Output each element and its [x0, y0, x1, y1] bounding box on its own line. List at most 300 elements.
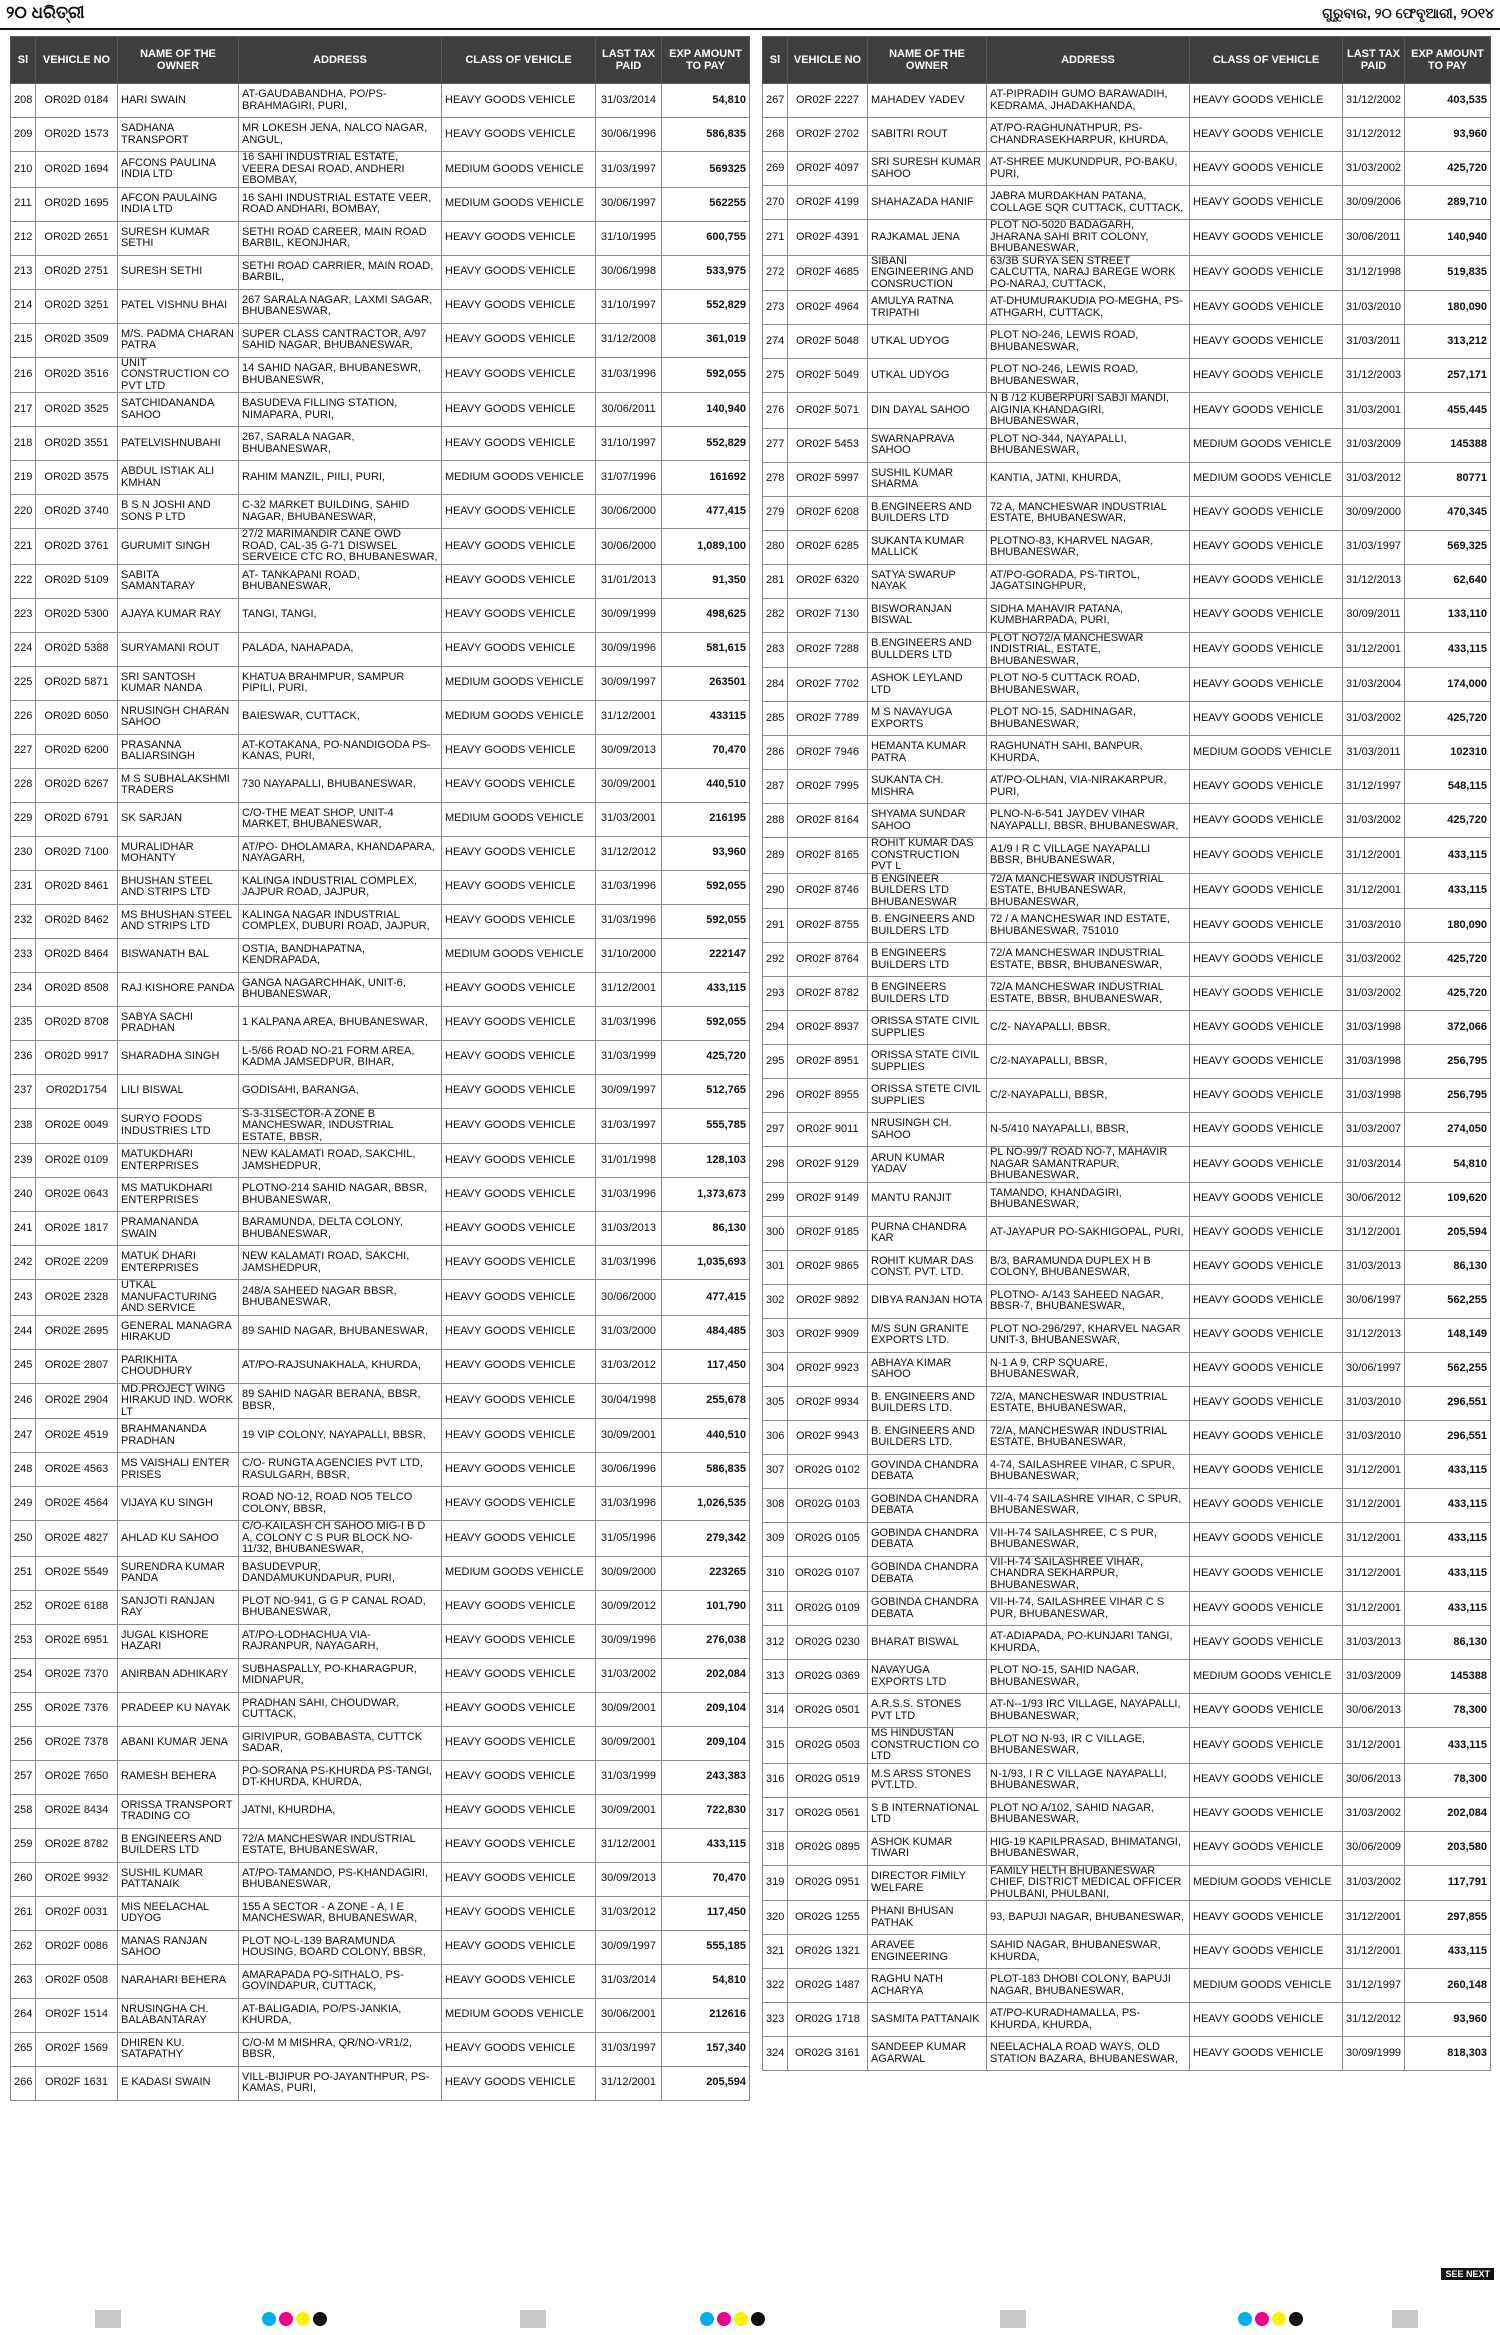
last-tax-paid-cell: 30/09/2013 [596, 1862, 662, 1896]
address-cell: A1/9 I R C VILLAGE NAYAPALLI BBSR, BHUBANESWAR, [987, 838, 1190, 874]
sl-cell: 301 [763, 1250, 788, 1284]
vehicle-no-cell: OR02F 1514 [36, 1998, 118, 2032]
yellow-dot [296, 2312, 310, 2326]
sl-cell: 302 [763, 1284, 788, 1318]
table-row [11, 1760, 750, 1794]
amount-cell: 425,720 [662, 1040, 750, 1074]
sl-cell: 271 [763, 220, 788, 256]
sl-cell: 309 [763, 1522, 788, 1556]
sl-cell: 267 [763, 84, 788, 118]
amount-cell: 205,594 [1405, 1216, 1491, 1250]
last-tax-paid-cell: 31/03/1996 [596, 870, 662, 904]
last-tax-paid-cell: 31/03/2013 [1343, 1626, 1405, 1660]
owner-name-cell: PHANI BHUSAN PATHAK [868, 1901, 987, 1935]
amount-cell: 257,171 [1405, 359, 1491, 393]
last-tax-paid-cell: 31/03/2002 [1343, 152, 1405, 186]
table-row [11, 1074, 750, 1108]
owner-name-cell: ABDUL ISTIAK ALI KMHAN [118, 461, 239, 495]
table-row [763, 1318, 1491, 1352]
table-row [763, 1901, 1491, 1935]
owner-name-cell: B ENGINEERS BUILDERS LTD [868, 943, 987, 977]
amount-cell: 433,115 [1405, 1556, 1491, 1592]
address-cell: GANGA NAGARCHHAK, UNIT-6, BHUBANESWAR, [239, 972, 442, 1006]
last-tax-paid-cell: 31/03/2012 [596, 1896, 662, 1930]
address-cell: TAMANDO, KHANDAGIRI, BHUBANESWAR, [987, 1182, 1190, 1216]
owner-name-cell: M.S ARSS STONES PVT.LTD. [868, 1763, 987, 1797]
address-cell: KALINGA NAGAR INDUSTRIAL COMPLEX, DUBURI ROAD, JAJPUR, [239, 904, 442, 938]
address-cell: 16 SAHI INDUSTRIAL ESTATE VEER, ROAD ANDHARI, BOMBAY, [239, 187, 442, 221]
table-row [11, 1964, 750, 1998]
sl-cell: 308 [763, 1488, 788, 1522]
table-header [11, 37, 750, 84]
address-cell: 4-74, SAILASHREE VIHAR, C SPUR, BHUBANESWAR, [987, 1454, 1190, 1488]
table-row [763, 1147, 1491, 1183]
vehicle-class-cell: HEAVY GOODS VEHICLE [442, 2066, 596, 2100]
vehicle-class-cell: HEAVY GOODS VEHICLE [442, 1315, 596, 1349]
vehicle-no-cell: OR02G 0369 [788, 1660, 868, 1694]
last-tax-paid-cell: 31/12/2001 [1343, 1488, 1405, 1522]
vehicle-class-cell: HEAVY GOODS VEHICLE [442, 1862, 596, 1896]
table-row [763, 1284, 1491, 1318]
vehicle-no-cell: OR02F 8937 [788, 1011, 868, 1045]
sl-cell: 269 [763, 152, 788, 186]
table-row [11, 870, 750, 904]
table-row [763, 1216, 1491, 1250]
owner-name-cell: B.ENGINEERS AND BULLDERS LTD [868, 632, 987, 668]
table-row [763, 530, 1491, 564]
vehicle-class-cell: HEAVY GOODS VEHICLE [1190, 186, 1343, 220]
sl-cell: 320 [763, 1901, 788, 1935]
last-tax-paid-cell: 31/12/2001 [1343, 873, 1405, 909]
address-cell: C-32 MARKET BUILDING, SAHID NAGAR, BHUBANESWAR, [239, 495, 442, 529]
last-tax-paid-cell: 31/10/1997 [596, 289, 662, 323]
sl-cell: 215 [11, 323, 36, 357]
vehicle-class-cell: HEAVY GOODS VEHICLE [1190, 1386, 1343, 1420]
address-cell: C/2-NAYAPALLI, BBSR, [987, 1045, 1190, 1079]
table-row [763, 1182, 1491, 1216]
vehicle-no-cell: OR02E 2807 [36, 1349, 118, 1383]
sl-cell: 260 [11, 1862, 36, 1896]
last-tax-paid-cell: 31/03/2004 [1343, 668, 1405, 702]
last-tax-paid-cell: 31/03/2009 [1343, 428, 1405, 462]
owner-name-cell: DIN DAYAL SAHOO [868, 393, 987, 429]
last-tax-paid-cell: 31/03/2014 [1343, 1147, 1405, 1183]
vehicle-class-cell: HEAVY GOODS VEHICLE [1190, 1045, 1343, 1079]
address-cell: PLOT NO-344, NAYAPALLI, BHUBANESWAR, [987, 428, 1190, 462]
sl-cell: 305 [763, 1386, 788, 1420]
vehicle-no-cell: OR02E 1817 [36, 1212, 118, 1246]
last-tax-paid-cell: 31/01/1998 [596, 1144, 662, 1178]
amount-cell: 425,720 [1405, 943, 1491, 977]
vehicle-no-cell: OR02F 2227 [788, 84, 868, 118]
vehicle-class-cell: HEAVY GOODS VEHICLE [1190, 1011, 1343, 1045]
owner-name-cell: SASMITA PATTANAIK [868, 2003, 987, 2037]
sl-cell: 283 [763, 632, 788, 668]
sl-cell: 299 [763, 1182, 788, 1216]
vehicle-no-cell: OR02F 9934 [788, 1386, 868, 1420]
vehicle-class-cell: HEAVY GOODS VEHICLE [1190, 496, 1343, 530]
amount-cell: 477,415 [662, 1280, 750, 1316]
vehicle-class-cell: HEAVY GOODS VEHICLE [442, 427, 596, 461]
table-row [763, 1865, 1491, 1901]
table-row [11, 1521, 750, 1557]
vehicle-no-cell: OR02F 9185 [788, 1216, 868, 1250]
table-row [763, 220, 1491, 256]
address-cell: VII-H-74 SAILASHREE VIHAR, CHANDRA SEKHARPUR, BHUBANESWAR, [987, 1556, 1190, 1592]
sl-cell: 313 [763, 1660, 788, 1694]
address-cell: GIRIVIPUR, GOBABASTA, CUTTCK SADAR, [239, 1726, 442, 1760]
vehicle-class-cell: HEAVY GOODS VEHICLE [442, 564, 596, 598]
sl-cell: 229 [11, 802, 36, 836]
sl-cell: 250 [11, 1521, 36, 1557]
last-tax-paid-cell: 30/09/2013 [596, 734, 662, 768]
amount-cell: 425,720 [1405, 804, 1491, 838]
amount-cell: 600,755 [662, 221, 750, 255]
last-tax-paid-cell: 30/09/1997 [596, 1074, 662, 1108]
table-row [763, 1728, 1491, 1764]
sl-cell: 222 [11, 564, 36, 598]
address-cell: PLOT NO-246, LEWIS ROAD, BHUBANESWAR, [987, 359, 1190, 393]
owner-name-cell: MATUKDHARI ENTERPRISES [118, 1144, 239, 1178]
vehicle-no-cell: OR02F 0031 [36, 1896, 118, 1930]
vehicle-class-cell: HEAVY GOODS VEHICLE [442, 904, 596, 938]
amount-cell: 223265 [662, 1556, 750, 1590]
vehicle-no-cell: OR02F 9943 [788, 1420, 868, 1454]
amount-cell: 243,383 [662, 1760, 750, 1794]
table-row [11, 529, 750, 565]
table-row [11, 1006, 750, 1040]
last-tax-paid-cell: 30/09/2011 [1343, 598, 1405, 632]
vehicle-no-cell: OR02D 8462 [36, 904, 118, 938]
magenta-dot [1255, 2312, 1269, 2326]
amount-cell: 86,130 [662, 1212, 750, 1246]
address-cell: 267 SARALA NAGAR, LAXMI SAGAR, BHUBANESWAR, [239, 289, 442, 323]
vehicle-no-cell: OR02D 3251 [36, 289, 118, 323]
table-row [11, 1487, 750, 1521]
col-last-tax: LAST TAX PAID [1343, 37, 1405, 84]
table-row [11, 255, 750, 289]
last-tax-paid-cell: 31/03/2001 [1343, 393, 1405, 429]
sl-cell: 293 [763, 977, 788, 1011]
table-row [11, 1144, 750, 1178]
amount-cell: 279,342 [662, 1521, 750, 1557]
sl-cell: 324 [763, 2037, 788, 2071]
vehicle-no-cell: OR02G 1255 [788, 1901, 868, 1935]
table-row [763, 736, 1491, 770]
sl-cell: 220 [11, 495, 36, 529]
last-tax-paid-cell: 30/06/1996 [596, 1453, 662, 1487]
vehicle-class-cell: HEAVY GOODS VEHICLE [1190, 2037, 1343, 2071]
table-row [11, 1212, 750, 1246]
amount-cell: 70,470 [662, 734, 750, 768]
sl-cell: 277 [763, 428, 788, 462]
sl-cell: 285 [763, 702, 788, 736]
vehicle-class-cell: HEAVY GOODS VEHICLE [442, 1828, 596, 1862]
sl-cell: 246 [11, 1383, 36, 1419]
address-cell: AT-N--1/93 IRC VILLAGE, NAYAPALLI, BHUBANESWAR, [987, 1694, 1190, 1728]
last-tax-paid-cell: 31/12/2001 [1343, 1556, 1405, 1592]
address-cell: AT-DHUMURAKUDIA PO-MEGHA, PS-ATHGARH, CUTTACK, [987, 291, 1190, 325]
address-cell: NEW KALAMATI ROAD, SAKCHIL, JAMSHEDPUR, [239, 1144, 442, 1178]
amount-cell: 722,830 [662, 1794, 750, 1828]
vehicle-class-cell: HEAVY GOODS VEHICLE [1190, 1831, 1343, 1865]
owner-name-cell: M S NAVAYUGA EXPORTS [868, 702, 987, 736]
address-cell: AT/PO-RAGHUNATHPUR, PS-CHANDRASEKHARPUR, KHURDA, [987, 118, 1190, 152]
owner-name-cell: SURYAMANI ROUT [118, 632, 239, 666]
owner-name-cell: NRUSINGH CHARAN SAHOO [118, 700, 239, 734]
vehicle-no-cell: OR02D 3575 [36, 461, 118, 495]
last-tax-paid-cell: 31/10/1997 [596, 427, 662, 461]
sl-cell: 225 [11, 666, 36, 700]
vehicle-no-cell: OR02E 2209 [36, 1246, 118, 1280]
sl-cell: 235 [11, 1006, 36, 1040]
owner-name-cell: SURESH SETHI [118, 255, 239, 289]
last-tax-paid-cell: 30/09/2001 [596, 1419, 662, 1453]
sl-cell: 248 [11, 1453, 36, 1487]
magenta-dot [717, 2312, 731, 2326]
last-tax-paid-cell: 31/03/1997 [1343, 530, 1405, 564]
last-tax-paid-cell: 31/03/1998 [1343, 1045, 1405, 1079]
vehicle-no-cell: OR02F 5997 [788, 462, 868, 496]
sl-cell: 228 [11, 768, 36, 802]
table-row [763, 1011, 1491, 1045]
table-row [763, 1113, 1491, 1147]
vehicle-class-cell: HEAVY GOODS VEHICLE [442, 1144, 596, 1178]
owner-name-cell: ORISSA STETE CIVIL SUPPLIES [868, 1079, 987, 1113]
owner-name-cell: MD.PROJECT WING HIRAKUD IND. WORK LT [118, 1383, 239, 1419]
vehicle-no-cell: OR02D 0184 [36, 84, 118, 118]
sl-cell: 278 [763, 462, 788, 496]
amount-cell: 263501 [662, 666, 750, 700]
table-row [11, 1896, 750, 1930]
sl-cell: 232 [11, 904, 36, 938]
table-row [763, 1935, 1491, 1969]
vehicle-class-cell: HEAVY GOODS VEHICLE [1190, 1901, 1343, 1935]
amount-cell: 274,050 [1405, 1113, 1491, 1147]
sl-cell: 236 [11, 1040, 36, 1074]
owner-name-cell: SURYO FOODS INDUSTRIES LTD [118, 1108, 239, 1144]
table-row [763, 325, 1491, 359]
vehicle-no-cell: OR02E 0109 [36, 1144, 118, 1178]
owner-name-cell: UTKAL UDYOG [868, 325, 987, 359]
vehicle-class-cell: HEAVY GOODS VEHICLE [1190, 1147, 1343, 1183]
address-cell: VII-H-74 SAILASHREE, C S PUR, BHUBANESWAR, [987, 1522, 1190, 1556]
vehicle-no-cell: OR02F 6208 [788, 496, 868, 530]
owner-name-cell: GOBINDA CHANDRA DEBATA [868, 1488, 987, 1522]
sl-cell: 273 [763, 291, 788, 325]
table-row [11, 1246, 750, 1280]
sl-cell: 289 [763, 838, 788, 874]
table-row [763, 770, 1491, 804]
owner-name-cell: NRUSINGHA CH. BALABANTARAY [118, 1998, 239, 2032]
amount-cell: 470,345 [1405, 496, 1491, 530]
owner-name-cell: M/S. PADMA CHARAN PATRA [118, 323, 239, 357]
address-cell: SETHI ROAD CARRIER, MAIN ROAD, BARBIL, [239, 255, 442, 289]
amount-cell: 313,212 [1405, 325, 1491, 359]
amount-cell: 477,415 [662, 495, 750, 529]
owner-name-cell: MS MATUKDHARI ENTERPRISES [118, 1178, 239, 1212]
last-tax-paid-cell: 31/03/2014 [596, 1964, 662, 1998]
vehicle-class-cell: HEAVY GOODS VEHICLE [1190, 873, 1343, 909]
vehicle-no-cell: OR02D 8508 [36, 972, 118, 1006]
table-row [763, 1045, 1491, 1079]
table-row [11, 1556, 750, 1590]
vehicle-class-cell: HEAVY GOODS VEHICLE [442, 529, 596, 565]
vehicle-class-cell: HEAVY GOODS VEHICLE [1190, 393, 1343, 429]
amount-cell: 296,551 [1405, 1420, 1491, 1454]
owner-name-cell: SADHANA TRANSPORT [118, 118, 239, 152]
address-cell: AT-PIPRADIH GUMO BARAWADIH, KEDRAMA, JHADAKHANDA, [987, 84, 1190, 118]
sl-cell: 321 [763, 1935, 788, 1969]
owner-name-cell: BHARAT BISWAL [868, 1626, 987, 1660]
owner-name-cell: SHYAMA SUNDAR SAHOO [868, 804, 987, 838]
vehicle-no-cell: OR02E 2695 [36, 1315, 118, 1349]
table-row [11, 1794, 750, 1828]
vehicle-no-cell: OR02E 7376 [36, 1692, 118, 1726]
table-row [763, 1694, 1491, 1728]
last-tax-paid-cell: 31/12/2012 [1343, 2003, 1405, 2037]
sl-cell: 287 [763, 770, 788, 804]
sl-cell: 286 [763, 736, 788, 770]
sl-cell: 297 [763, 1113, 788, 1147]
owner-name-cell: SWARNAPRAVA SAHOO [868, 428, 987, 462]
owner-name-cell: SABYA SACHI PRADHAN [118, 1006, 239, 1040]
address-cell: GODISAHI, BARANGA, [239, 1074, 442, 1108]
amount-cell: 555,785 [662, 1108, 750, 1144]
last-tax-paid-cell: 31/12/2001 [596, 2066, 662, 2100]
sl-cell: 214 [11, 289, 36, 323]
vehicle-class-cell: HEAVY GOODS VEHICLE [442, 1487, 596, 1521]
amount-cell: 581,615 [662, 632, 750, 666]
col-vehicle-no: VEHICLE NO [788, 37, 868, 84]
last-tax-paid-cell: 31/12/2001 [1343, 838, 1405, 874]
sl-cell: 276 [763, 393, 788, 429]
table-row [11, 84, 750, 118]
last-tax-paid-cell: 31/03/2002 [596, 1658, 662, 1692]
last-tax-paid-cell: 30/06/1997 [1343, 1284, 1405, 1318]
last-tax-paid-cell: 31/03/2009 [1343, 1660, 1405, 1694]
address-cell: SUBHASPALLY, PO-KHARAGPUR, MIDNAPUR, [239, 1658, 442, 1692]
owner-name-cell: PARIKHITA CHOUDHURY [118, 1349, 239, 1383]
cyan-dot [1238, 2312, 1252, 2326]
owner-name-cell: NAVAYUGA EXPORTS LTD [868, 1660, 987, 1694]
vehicle-no-cell: OR02D 7100 [36, 836, 118, 870]
last-tax-paid-cell: 31/03/2013 [596, 1212, 662, 1246]
owner-name-cell: GENERAL MANAGRA HIRAKUD [118, 1315, 239, 1349]
last-tax-paid-cell: 30/09/1999 [596, 598, 662, 632]
last-tax-paid-cell: 30/06/2000 [596, 1280, 662, 1316]
last-tax-paid-cell: 31/03/1998 [1343, 1079, 1405, 1113]
address-cell: N-1 A 9, CRP SQUARE, BHUBANESWAR, [987, 1352, 1190, 1386]
address-cell: PL NO-99/7 ROAD NO-7, MAHAVIR NAGAR SAMANTRAPUR, BHUBANESWAR, [987, 1147, 1190, 1183]
amount-cell: 78,300 [1405, 1694, 1491, 1728]
last-tax-paid-cell: 31/12/2012 [596, 836, 662, 870]
page-header [0, 0, 1500, 30]
amount-cell: 256,795 [1405, 1079, 1491, 1113]
amount-cell: 433,115 [1405, 1728, 1491, 1764]
address-cell: 27/2 MARIMANDIR CANE OWD ROAD, CAL-35 G-71 DISWSEL SERVEICE CTC RO, BHUBANESWAR, [239, 529, 442, 565]
address-cell: PLOT NO-5 CUTTACK ROAD, BHUBANESWAR, [987, 668, 1190, 702]
owner-name-cell: SANJOTI RANJAN RAY [118, 1590, 239, 1624]
vehicle-no-cell: OR02F 8165 [788, 838, 868, 874]
address-cell: PLOT NO72/A MANCHESWAR INDISTRIAL, ESTATE, BHUBANESWAR, [987, 632, 1190, 668]
address-cell: PLOTNO- A/143 SAHEED NAGAR, BBSR-7, BHUBANESWAR, [987, 1284, 1190, 1318]
table-row [763, 393, 1491, 429]
table-row [11, 938, 750, 972]
vehicle-class-cell: HEAVY GOODS VEHICLE [442, 1108, 596, 1144]
table-row [763, 1488, 1491, 1522]
vehicle-class-cell: HEAVY GOODS VEHICLE [1190, 1113, 1343, 1147]
sl-cell: 319 [763, 1865, 788, 1901]
vehicle-no-cell: OR02E 2904 [36, 1383, 118, 1419]
owner-name-cell: NRUSINGH CH. SAHOO [868, 1113, 987, 1147]
last-tax-paid-cell: 31/03/1999 [596, 1760, 662, 1794]
owner-name-cell: B ENGINEER BUILDERS LTD BHUBANESWAR [868, 873, 987, 909]
amount-cell: 440,510 [662, 768, 750, 802]
address-cell: 72/A MANCHESWAR INDUSTRIAL ESTATE, BBSR, BHUBANESWAR, [987, 977, 1190, 1011]
registration-marks [0, 2300, 1500, 2335]
owner-name-cell: LILI BISWAL [118, 1074, 239, 1108]
amount-cell: 209,104 [662, 1726, 750, 1760]
amount-cell: 592,055 [662, 904, 750, 938]
vehicle-no-cell: OR02D 3761 [36, 529, 118, 565]
vehicle-no-cell: OR02E 2328 [36, 1280, 118, 1316]
amount-cell: 562255 [662, 187, 750, 221]
table-row [11, 632, 750, 666]
last-tax-paid-cell: 30/09/2000 [1343, 496, 1405, 530]
address-cell: KANTIA, JATNI, KHURDA, [987, 462, 1190, 496]
amount-cell: 484,485 [662, 1315, 750, 1349]
owner-name-cell: SUSHIL KUMAR SHARMA [868, 462, 987, 496]
vehicle-no-cell: OR02D 6200 [36, 734, 118, 768]
table-row [763, 118, 1491, 152]
sl-cell: 284 [763, 668, 788, 702]
vehicle-no-cell: OR02G 0895 [788, 1831, 868, 1865]
sl-cell: 216 [11, 357, 36, 393]
last-tax-paid-cell: 31/12/2001 [1343, 632, 1405, 668]
table-row [11, 357, 750, 393]
sl-cell: 274 [763, 325, 788, 359]
last-tax-paid-cell: 31/03/2013 [1343, 1250, 1405, 1284]
last-tax-paid-cell: 30/09/2012 [596, 1590, 662, 1624]
sl-cell: 272 [763, 255, 788, 291]
owner-name-cell: MS VAISHALI ENTER PRISES [118, 1453, 239, 1487]
vehicle-class-cell: HEAVY GOODS VEHICLE [442, 221, 596, 255]
vehicle-no-cell: OR02F 5071 [788, 393, 868, 429]
vehicle-class-cell: MEDIUM GOODS VEHICLE [442, 802, 596, 836]
amount-cell: 296,551 [1405, 1386, 1491, 1420]
table-row [763, 668, 1491, 702]
amount-cell: 93,960 [1405, 118, 1491, 152]
vehicle-no-cell: OR02F 9909 [788, 1318, 868, 1352]
vehicle-class-cell: HEAVY GOODS VEHICLE [1190, 530, 1343, 564]
vehicle-no-cell: OR02D 2651 [36, 221, 118, 255]
table-row [763, 2003, 1491, 2037]
vehicle-no-cell: OR02E 7378 [36, 1726, 118, 1760]
address-cell: BASUDEVPUR, DANDAMUKUNDAPUR, PURI, [239, 1556, 442, 1590]
amount-cell: 222147 [662, 938, 750, 972]
amount-cell: 498,625 [662, 598, 750, 632]
table-header [763, 37, 1491, 84]
vehicle-no-cell: OR02F 9149 [788, 1182, 868, 1216]
last-tax-paid-cell: 31/03/2011 [1343, 325, 1405, 359]
vehicle-no-cell: OR02G 0102 [788, 1454, 868, 1488]
last-tax-paid-cell: 31/03/1999 [596, 1040, 662, 1074]
address-cell: 72/A MANCHESWAR INDUSTRIAL ESTATE, BBSR, BHUBANESWAR, [987, 943, 1190, 977]
last-tax-paid-cell: 31/12/2003 [1343, 359, 1405, 393]
table-row [11, 972, 750, 1006]
amount-cell: 256,795 [1405, 1045, 1491, 1079]
